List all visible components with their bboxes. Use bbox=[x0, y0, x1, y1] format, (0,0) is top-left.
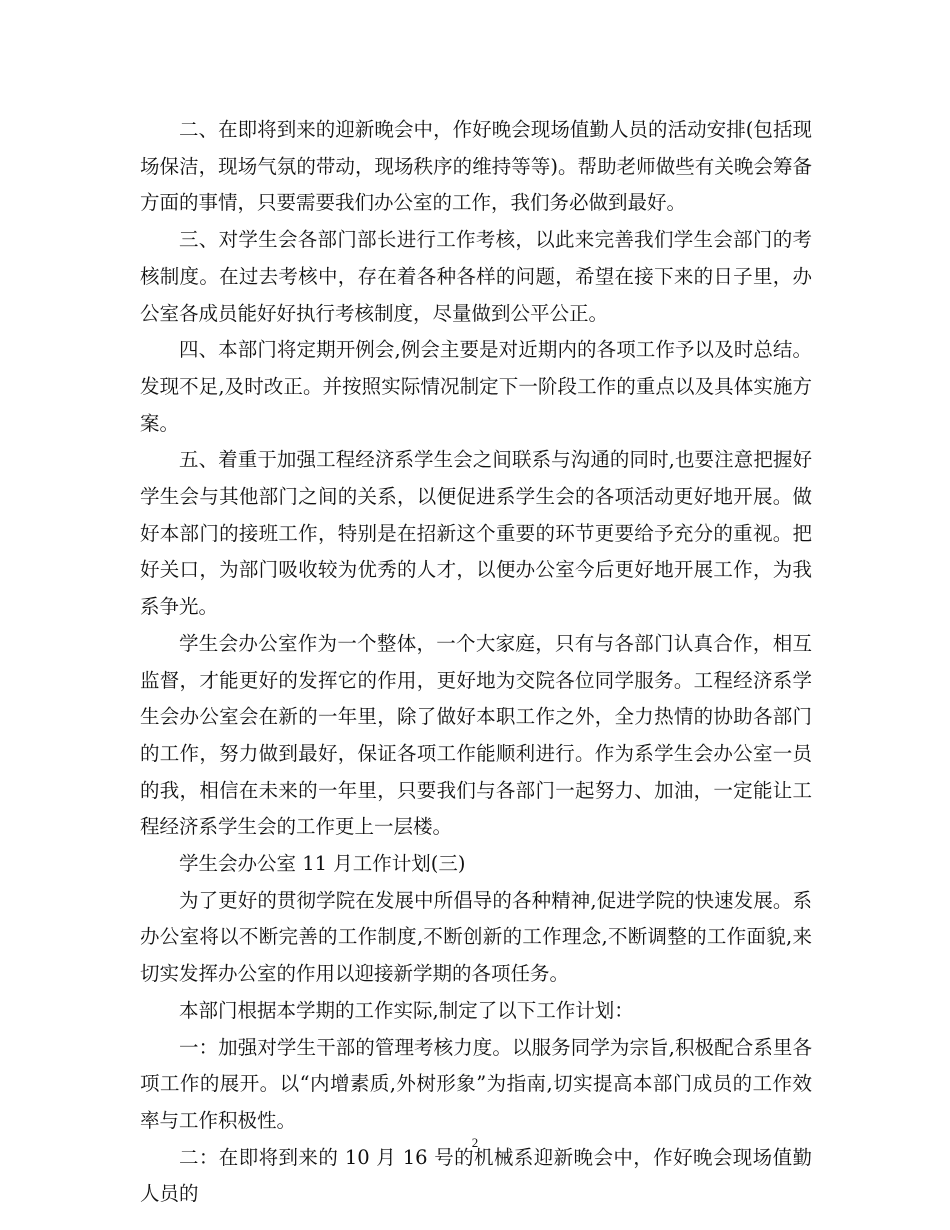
paragraph-item-4: 四、本部门将定期开例会,例会主要是对近期内的各项工作予以及时总结。发现不足,及时改正。并按照实际情况制定下一阶段工作的重点以及具体实施方案。 bbox=[140, 338, 812, 435]
page-number: 2 bbox=[471, 1135, 479, 1150]
section-heading: 学生会办公室 11 月工作计划(三) bbox=[179, 852, 466, 876]
summary-paragraph: 学生会办公室作为一个整体，一个大家庭，只有与各部门认真合作，相互监督，才能更好的发挥它的作用，更好地为交院各位同学服务。工程经济系学生会办公室会在新的一年里，除了做好本职工作之外，全力热情的协助各部门的工作，努力做到最好，保证各项工作能顺利进行。作为系学生会办公室一员的我，相信在未来的一年里，只要我们与各部门一起努力、加油，一定能让工程经济系学生会的工作更上一层楼。 bbox=[140, 631, 812, 839]
intro-paragraph: 为了更好的贯彻学院在发展中所倡导的各种精神,促进学院的快速发展。系办公室将以不断完善的工作制度,不断创新的工作理念,不断调整的工作面貌,来切实发挥办公室的作用以迎接新学期的各项任务。 bbox=[140, 888, 812, 986]
paragraph-item-2: 二、在即将到来的迎新晚会中，作好晚会现场值勤人员的活动安排(包括现场保洁，现场气氛的带动，现场秩序的维持等等)。帮助老师做些有关晚会筹备方面的事情，只要需要我们办公室的工作，我们务必做到最好。 bbox=[140, 118, 812, 215]
paragraph-item-3: 三、对学生会各部门部长进行工作考核，以此来完善我们学生会部门的考核制度。在过去考核中，存在着各种各样的问题，希望在接下来的日子里，办公室各成员能好好执行考核制度，尽量做到公平公正。 bbox=[140, 228, 812, 325]
document-body bbox=[140, 112, 812, 1213]
plan-intro-paragraph: 本部门根据本学期的工作实际,制定了以下工作计划： bbox=[179, 998, 634, 1022]
plan-item-1: 一：加强对学生干部的管理考核力度。以服务同学为宗旨,积极配合系里各项工作的展开。以“内增素质,外树形象”为指南,切实提高本部门成员的工作效率与工作积极性。 bbox=[140, 1035, 812, 1132]
paragraph-item-5: 五、着重于加强工程经济系学生会之间联系与沟通的同时,也要注意把握好学生会与其他部门之间的关系，以便促进系学生会的各项活动更好地开展。做好本部门的接班工作，特别是在招新这个重要的环节更要给予充分的重视。把好关口，为部门吸收较为优秀的人才，以便办公室今后更好地开展工作，为我系争光。 bbox=[140, 448, 812, 619]
plan-item-2: 二：在即将到来的 10 月 16 号的机械系迎新晚会中，作好晚会现场值勤人员的 bbox=[140, 1145, 812, 1206]
